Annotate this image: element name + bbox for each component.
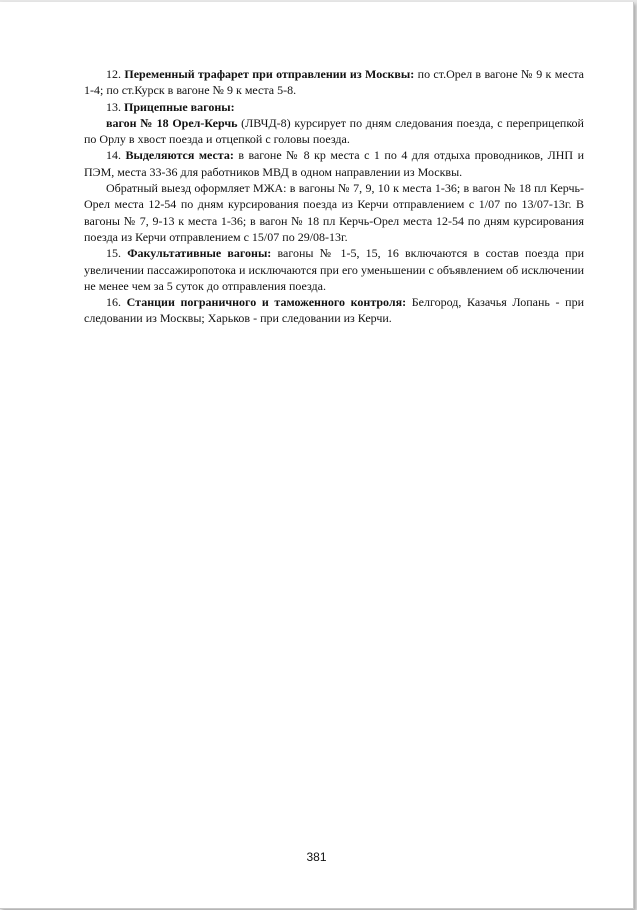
paragraph-heading: вагон № 18 Орел-Керчь [106,115,238,130]
paragraph-number: 14. [106,148,126,163]
paragraph-13-wagon-18 [84,115,584,148]
paragraph-14 [84,147,584,180]
paragraph-text: по ст.Орел в вагоне № 9 к места 1-4; по ст.Курск в вагоне № 9 к места 5-8. [84,67,584,98]
paragraph-heading: Выделяются места: [125,148,234,163]
paragraph-heading: Факультативные вагоны: [127,246,272,261]
page-number: 381 [306,850,327,864]
paragraph-text: Белгород, Казачья Лопань - при следовании из Москвы; Харьков - при следовании из Керчи. [84,295,585,326]
paragraph-number: 16. [106,295,127,310]
paragraph-text: Обратный выезд оформляет МЖА: в вагоны № 7, 9, 10 к места 1-36; в вагон № 18 пл Керчь-Орел места 12-54 по дням курсирования поезда из Керчи отправлением с 1/07 по 13/07-13г. В вагоны № 7, 9-13 к места 1-36; в вагон № 18 пл Керчь-Орел места 12-54 по дням курсирования поезда из Керчи отправлением с 15/07 по 29/08-13г. [84,181,584,244]
page-body [84,66,584,327]
paragraph-number: 15. [106,246,128,261]
paragraph-heading: Станции пограничного и таможенного контроля: [126,295,407,310]
paragraph-heading: Переменный трафарет при отправлении из Москвы: [124,67,415,81]
paragraph-number: 12. [106,67,125,81]
paragraph-text: вагоны № 1-5, 15, 16 включаются в состав поезда при увеличении пассажиропотока и исключаются при его уменьшении с объявлением об исключении не менее чем за 5 суток до отправления поезда. [84,246,585,293]
paragraph-number: 13. [106,99,124,114]
paragraph-heading: Прицепные вагоны: [124,99,235,114]
paragraph-12 [84,66,584,99]
document-page [0,2,634,909]
paragraph-14-return [84,180,584,245]
paragraph-13 [84,99,584,115]
paragraph-15 [84,245,584,294]
paragraph-text: (ЛВЧД-8) курсирует по дням следования поезда, с переприцепкой по Орлу в хвост поезда и отцепкой с головы поезда. [84,115,584,147]
paragraph-text: в вагоне № 8 кр места с 1 по 4 для отдыха проводников, ЛНП и ПЭМ, места 33-36 для работников МВД в одном направлении из Москвы. [84,148,584,179]
paragraph-16 [84,294,584,327]
